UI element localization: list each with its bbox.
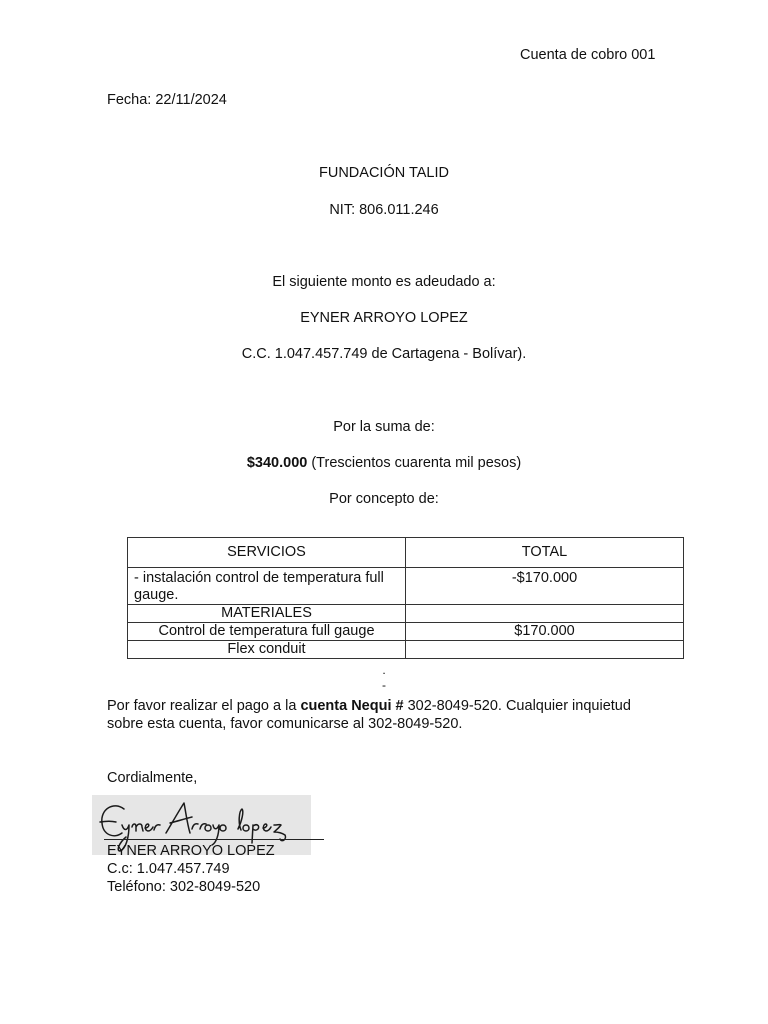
amount-value: $340.000 (246, 455, 308, 471)
table-row (128, 605, 684, 623)
total-cell: $170.000 (406, 623, 684, 641)
creditor-name: EYNER ARROYO LOPEZ (300, 310, 468, 326)
stray-dash: - (382, 678, 386, 692)
signature-line (104, 839, 324, 840)
closing: Cordialmente, (107, 770, 198, 786)
payment-prefix: Por favor realizar el pago a la (107, 698, 301, 714)
total-cell: -$170.000 (406, 568, 684, 605)
table-row (128, 641, 684, 659)
table-row (128, 568, 684, 605)
organization-name: FUNDACIÓN TALID (319, 165, 449, 181)
column-header-services: SERVICIOS (128, 538, 406, 568)
signer-name: EYNER ARROYO LOPEZ (107, 843, 275, 859)
services-table (127, 537, 684, 659)
organization-nit: NIT: 806.011.246 (329, 202, 439, 218)
table-row (128, 623, 684, 641)
creditor-id: C.C. 1.047.457.749 de Cartagena - Bolívar). (241, 346, 527, 362)
nequi-account-label: cuenta Nequi # (300, 698, 404, 714)
amount-line (0, 455, 768, 471)
amount-label: Por la suma de: (333, 419, 435, 435)
total-cell (406, 641, 684, 659)
document-date: Fecha: 22/11/2024 (107, 92, 227, 108)
service-cell: Control de temperatura full gauge (128, 623, 406, 641)
total-cell (406, 605, 684, 623)
stray-dot: . (382, 663, 386, 677)
table-header-row (128, 538, 684, 568)
service-cell: Flex conduit (128, 641, 406, 659)
service-cell: - instalación control de temperatura full gauge. (128, 568, 406, 605)
document-number: Cuenta de cobro 001 (520, 47, 656, 63)
column-header-total: TOTAL (406, 538, 684, 568)
signer-id: C.c: 1.047.457.749 (107, 861, 230, 877)
signer-phone: Teléfono: 302-8049-520 (107, 879, 261, 895)
payment-instructions (107, 697, 667, 733)
service-cell: MATERIALES (128, 605, 406, 623)
payment-suffix: 302-8049-520. Cualquier inquietud sobre esta cuenta, favor comunicarse al 302-8049-520. (107, 698, 631, 732)
concept-label: Por concepto de: (329, 491, 439, 507)
owed-intro: El siguiente monto es adeudado a: (272, 274, 496, 290)
signer-block (107, 842, 275, 896)
amount-words: (Trescientos cuarenta mil pesos) (307, 455, 522, 471)
